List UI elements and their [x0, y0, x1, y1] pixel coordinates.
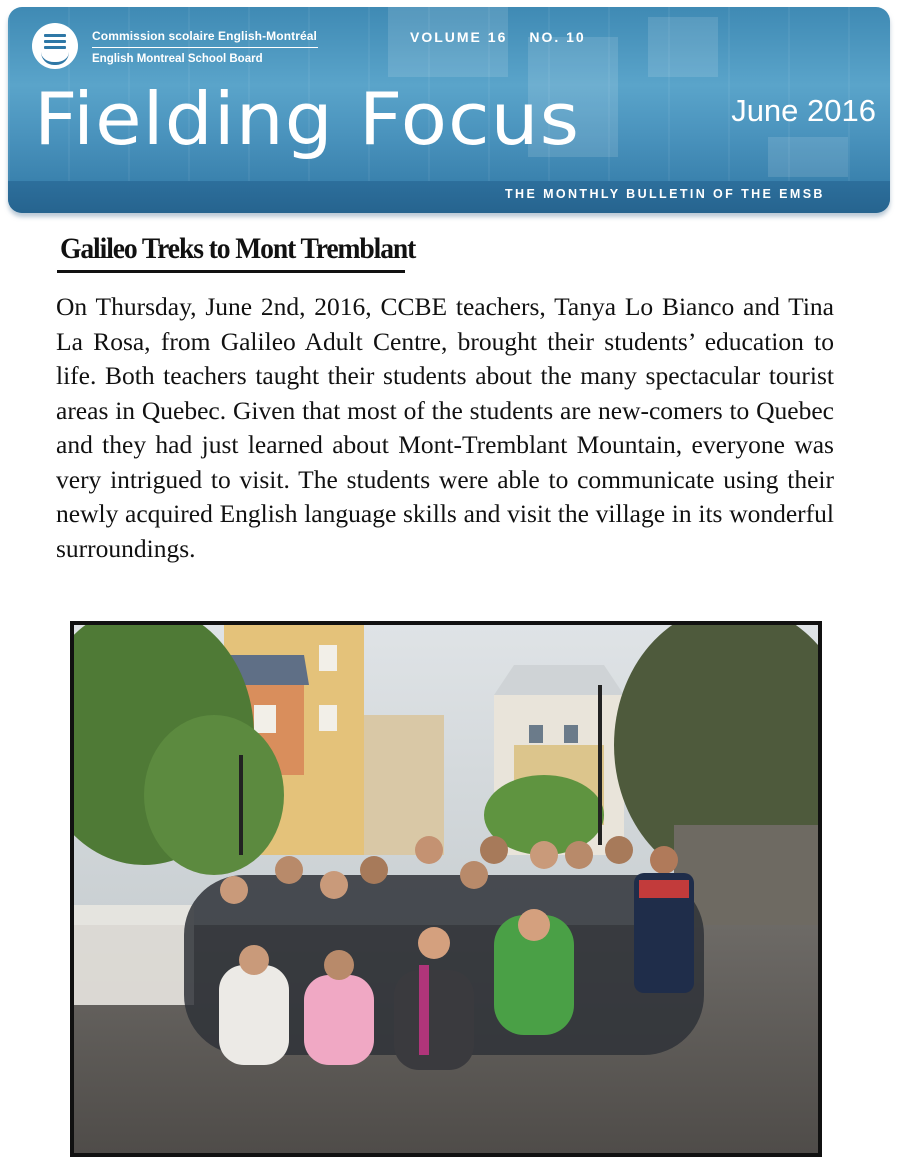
newsletter-tagline: THE MONTHLY BULLETIN OF THE EMSB [505, 187, 825, 201]
issue-date: June 2016 [731, 93, 876, 128]
org-name-divider [92, 47, 318, 48]
article-headline: Galileo Treks to Mont Tremblant [60, 232, 416, 265]
photo-pink-shirt [304, 975, 374, 1065]
group-photo [70, 621, 822, 1157]
volume-number: VOLUME 16 [410, 29, 508, 45]
org-name-french: Commission scolaire English-Montréal [92, 29, 317, 43]
emsb-logo-icon [32, 23, 78, 69]
org-name-english: English Montreal School Board [92, 53, 263, 65]
photo-building-far [364, 715, 444, 855]
group-photo-illustration [74, 625, 818, 1153]
volume-info [410, 29, 608, 45]
masthead-banner [8, 7, 890, 213]
issue-number: NO. 10 [529, 29, 586, 45]
headline-underline [57, 270, 405, 273]
banner-window-panel [768, 137, 848, 177]
banner-window-panel [648, 17, 718, 77]
newsletter-title: Fielding Focus [34, 77, 581, 161]
article-body: On Thursday, June 2nd, 2016, CCBE teachers, Tanya Lo Bianco and Tina La Rosa, from Galileo Adult Centre, brought their students’ education to life. Both teachers taught their students about the many spectacular tourist areas in Quebec. Given that most of the students are new-comers to Quebec and they had just learned about Mont-Tremblant Mountain, everyone was very intrigued to visit. The students were able to communicate using their newly acquired English language skills and visit the village in its wonderful surroundings. [56, 292, 834, 563]
photo-picnic-table [74, 905, 194, 1005]
